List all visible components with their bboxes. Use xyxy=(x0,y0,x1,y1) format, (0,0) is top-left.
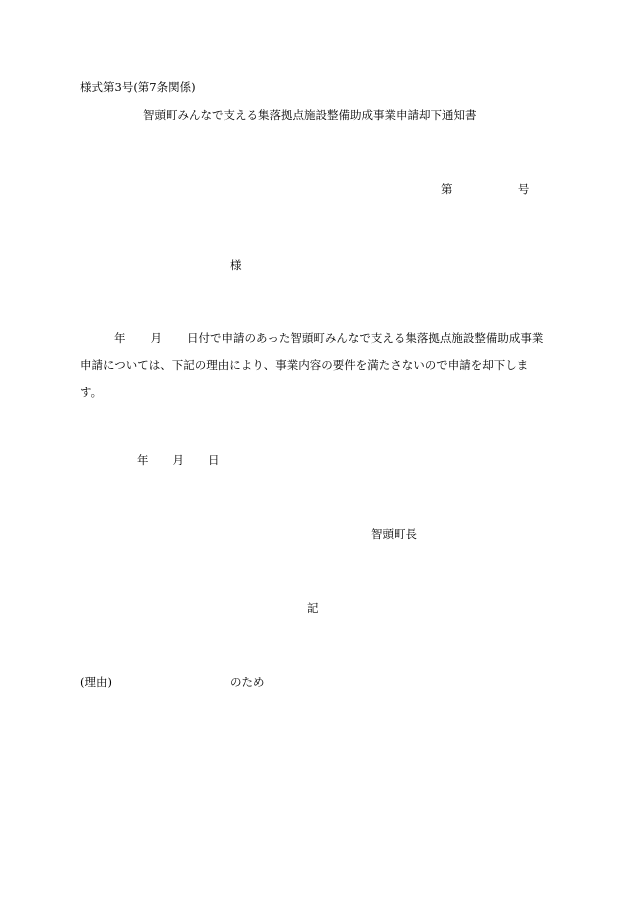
issue-date xyxy=(137,455,220,467)
issuer: 智頭町長 xyxy=(371,527,417,541)
number-go: 号 xyxy=(517,182,530,196)
date-day: 日 xyxy=(208,453,220,467)
date-month: 月 xyxy=(172,453,184,467)
document-title: 智頭町みんなで支える集落拠点施設整備助成事業申請却下通知書 xyxy=(143,108,477,122)
body-year: 年 xyxy=(114,331,126,345)
date-year: 年 xyxy=(137,453,149,467)
form-label: 様式第3号(第7条関係) xyxy=(80,80,196,94)
ki-heading: 記 xyxy=(307,601,319,615)
body-month: 月 xyxy=(150,331,162,345)
body-text: 日付で申請のあった智頭町みんなで支える集落拠点施設整備助成事業申請については、下記の理由により、事業内容の要件を満たさないので申請を却下します。 xyxy=(80,331,544,399)
reason-label: (理由) xyxy=(80,675,112,689)
number-dai: 第 xyxy=(441,182,453,196)
reason-suffix: のため xyxy=(229,675,265,689)
addressee-honorific: 様 xyxy=(230,258,242,272)
reason-line xyxy=(80,677,264,689)
body-paragraph xyxy=(80,325,550,406)
document-number xyxy=(441,184,529,196)
